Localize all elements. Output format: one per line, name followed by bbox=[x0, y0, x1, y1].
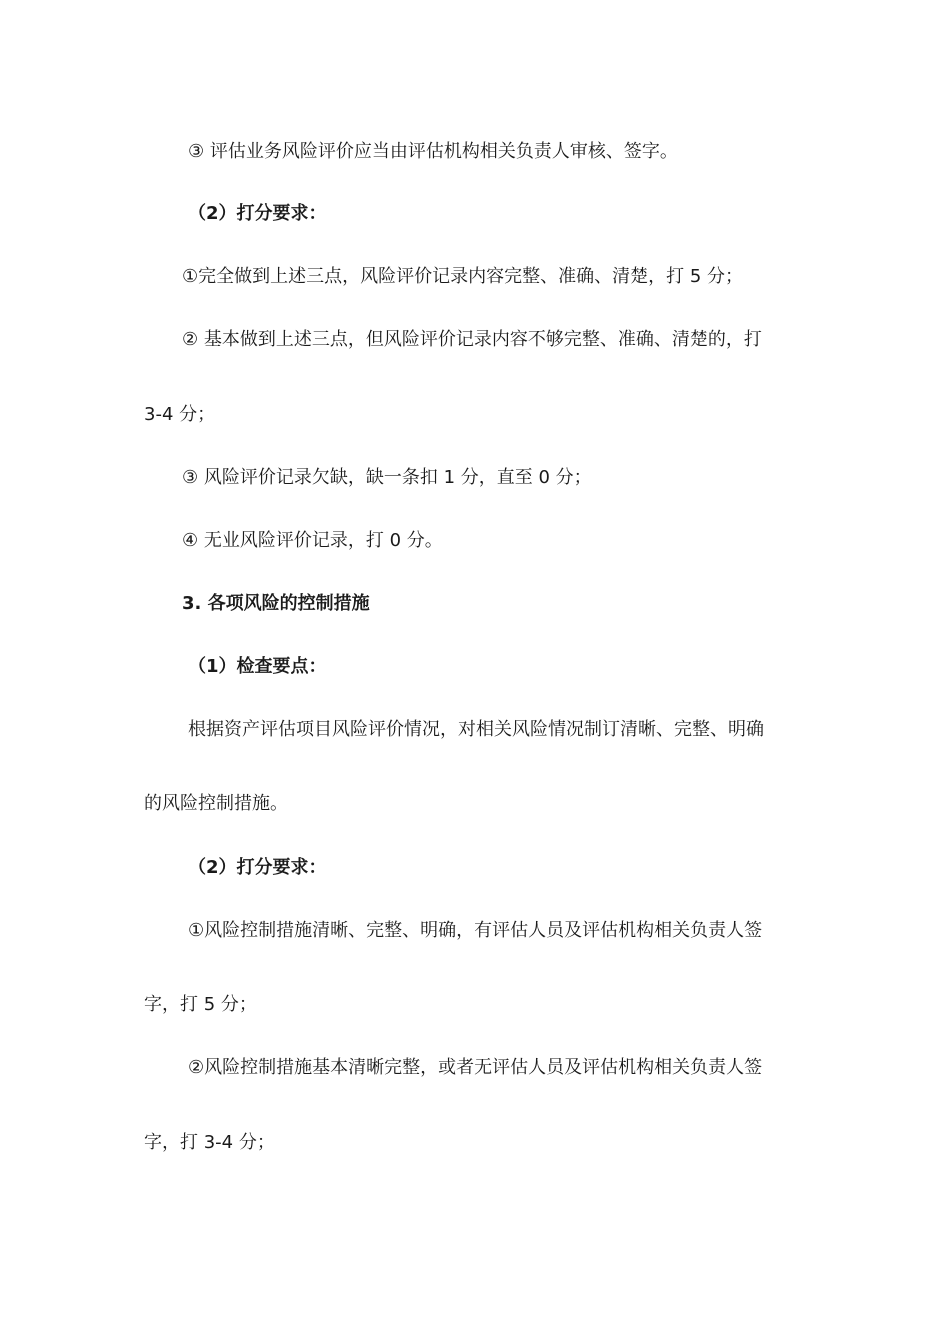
section-heading-control-measures: 3. 各项风险的控制措施 bbox=[182, 593, 370, 614]
paragraph-line-14: 字，打 5 分； bbox=[144, 994, 257, 1015]
paragraph-line-6: ③ 风险评价记录欠缺，缺一条扣 1 分，直至 0 分； bbox=[182, 467, 592, 488]
section-heading-scoring-1: （2）打分要求： bbox=[188, 203, 327, 224]
paragraph-line-10: 根据资产评估项目风险评价情况，对相关风险情况制订清晰、完整、明确 bbox=[188, 719, 764, 740]
paragraph-line-4: ② 基本做到上述三点，但风险评价记录内容不够完整、准确、清楚的，打 bbox=[182, 329, 762, 350]
paragraph-line-16: 字，打 3-4 分； bbox=[144, 1132, 275, 1153]
paragraph-line-3: ①完全做到上述三点，风险评价记录内容完整、准确、清楚，打 5 分； bbox=[182, 266, 744, 287]
section-heading-scoring-2: （2）打分要求： bbox=[188, 857, 327, 878]
paragraph-line-7: ④ 无业风险评价记录，打 0 分。 bbox=[182, 530, 443, 551]
paragraph-line-15: ②风险控制措施基本清晰完整，或者无评估人员及评估机构相关负责人签 bbox=[188, 1057, 763, 1078]
paragraph-line-13: ①风险控制措施清晰、完整、明确，有评估人员及评估机构相关负责人签 bbox=[188, 920, 763, 941]
paragraph-line-5: 3-4 分； bbox=[144, 404, 216, 425]
paragraph-line-11: 的风险控制措施。 bbox=[144, 793, 288, 814]
section-heading-check-points: （1）检查要点： bbox=[188, 656, 327, 677]
paragraph-line-1: ③ 评估业务风险评价应当由评估机构相关负责人审核、签字。 bbox=[188, 141, 678, 162]
